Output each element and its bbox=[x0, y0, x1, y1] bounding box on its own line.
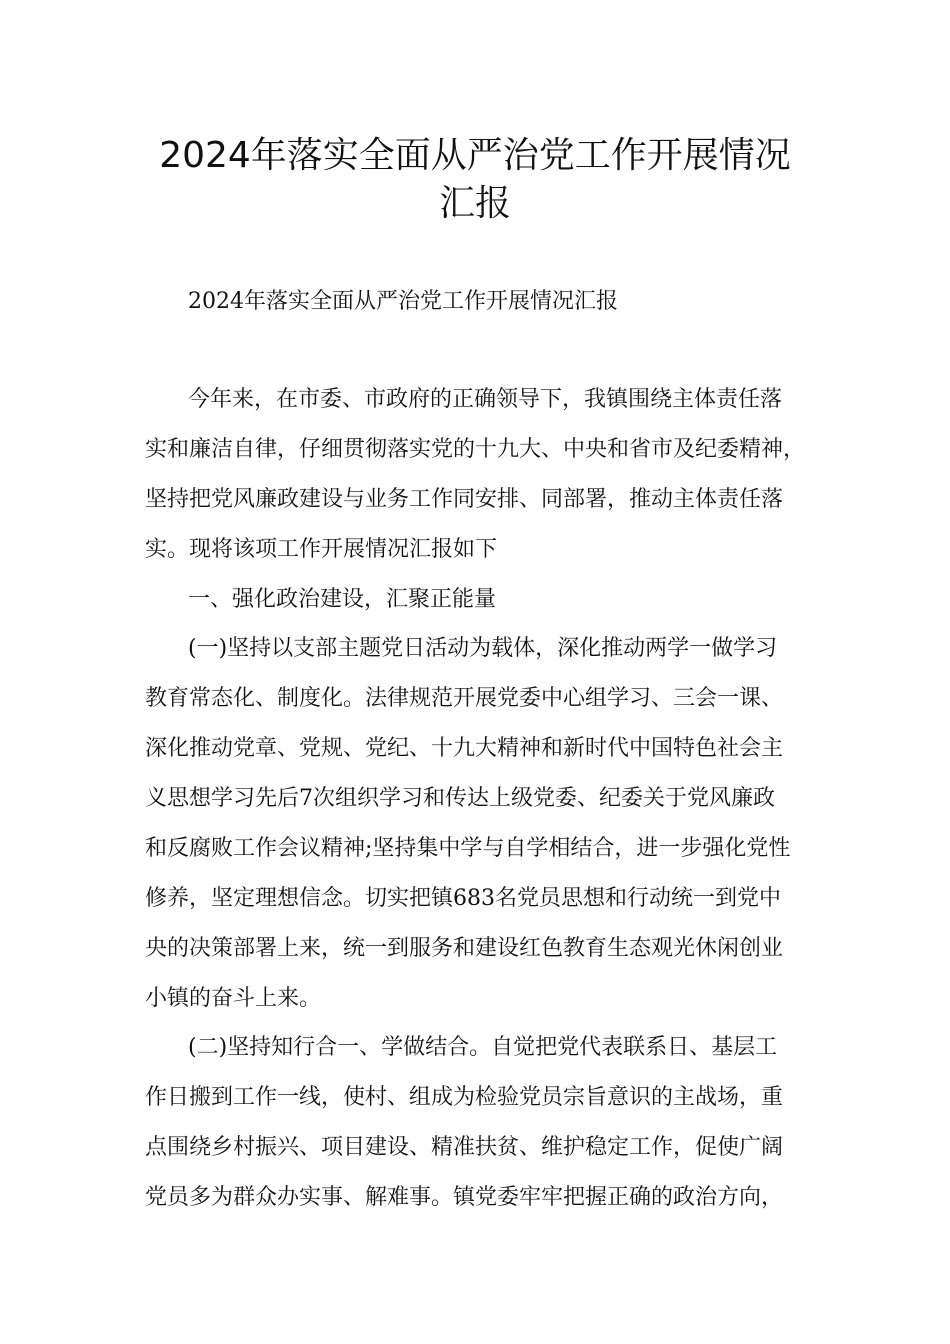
document-title-line-1: 2024年落实全面从严治党工作开展情况 bbox=[159, 135, 791, 176]
paragraph-line: 小镇的奋斗上来。 bbox=[145, 986, 322, 1011]
document-subtitle: 2024年落实全面从严治党工作开展情况汇报 bbox=[188, 289, 618, 314]
paragraph-line: 深化推动党章、党规、党纪、十九大精神和新时代中国特色社会主 bbox=[145, 736, 784, 761]
paragraph-line: 实和廉洁自律，仔细贯彻落实党的十九大、中央和省市及纪委精神， bbox=[145, 437, 806, 462]
paragraph-line: 今年来，在市委、市政府的正确领导下，我镇围绕主体责任落 bbox=[188, 387, 783, 412]
section-heading: 一、强化政治建设，汇聚正能量 bbox=[188, 587, 497, 612]
paragraph-line: 坚持把党风廉政建设与业务工作同安排、同部署，推动主体责任落 bbox=[145, 487, 784, 512]
paragraph-line: 实。现将该项工作开展情况汇报如下 bbox=[145, 537, 498, 562]
paragraph-line: 修养，坚定理想信念。切实把镇683名党员思想和行动统一到党中 bbox=[145, 886, 781, 911]
paragraph-line: (二)坚持知行合一、学做结合。自觉把党代表联系日、基层工 bbox=[188, 1035, 778, 1060]
paragraph-line: 点围绕乡村振兴、项目建设、精准扶贫、维护稳定工作，促使广阔 bbox=[145, 1135, 784, 1160]
paragraph-line: 作日搬到工作一线，使村、组成为检验党员宗旨意识的主战场，重 bbox=[145, 1085, 784, 1110]
paragraph-line: 和反腐败工作会议精神;坚持集中学与自学相结合，进一步强化党性 bbox=[145, 836, 791, 861]
paragraph-line: 教育常态化、制度化。法律规范开展党委中心组学习、三会一课、 bbox=[145, 686, 784, 711]
document-title-line-2: 汇报 bbox=[438, 183, 511, 224]
paragraph-line: 义思想学习先后7次组织学习和传达上级党委、纪委关于党风廉政 bbox=[145, 786, 775, 811]
paragraph-line: (一)坚持以支部主题党日活动为载体，深化推动两学一做学习 bbox=[188, 636, 778, 661]
paragraph-line: 央的决策部署上来，统一到服务和建设红色教育生态观光休闲创业 bbox=[145, 936, 784, 961]
paragraph-line: 党员多为群众办实事、解难事。镇党委牢牢把握正确的政治方向， bbox=[145, 1185, 784, 1210]
